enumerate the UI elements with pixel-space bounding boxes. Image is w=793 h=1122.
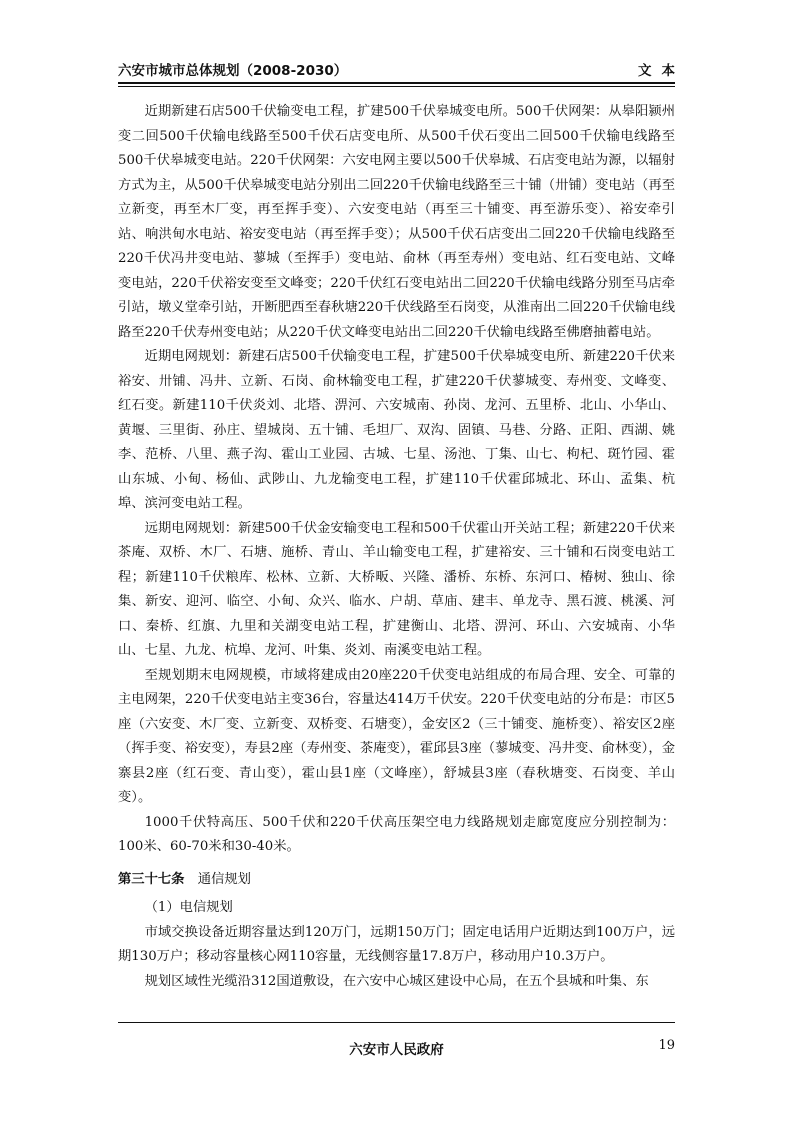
footer-organization: 六安市人民政府 [349,1042,444,1058]
page-number: 19 [658,1038,675,1053]
paragraph-long-term-plan: 远期电网规划：新建500千伏金安输变电工程和500千伏霍山开关站工程；新建220千伏来茶庵、双桥、木厂、石塘、施桥、青山、羊山输变电工程，扩建裕安、三十铺和石岗变电站工程；新建110千伏粮库、松林、立新、大桥畈、兴隆、潘桥、东桥、东河口、椿树、独山、徐集、新安、迎河、临空、小甸、众兴、临水、户胡、草庙、建丰、单龙寺、黑石渡、桃溪、河口、秦桥、红旗、九里和关湖变电站工程，扩建衡山、北塔、淠河、环山、六安城南、小华山、七星、九龙、杭埠、龙河、叶集、炎刘、南溪变电站工程。 [118,520,675,658]
paragraph-fiber-cable: 规划区域性光缆沿312国道敷设，在六安中心城区建设中心局，在五个县城和叶集、东 [144,973,649,989]
article-number: 第三十七条 [118,871,185,887]
paragraph-telecom-capacity: 市域交换设备近期容量达到120万门，远期150万门；固定电话用户近期达到100万户，远期130万户；移动容量核心网110容量，无线侧容量17.8万户，移动用户10.3万户。 [118,924,675,964]
paragraph-grid-scale: 至规划期末电网规模，市域将建成由20座220千伏变电站组成的布局合理、安全、可靠的主电网架，220千伏变电站主变36台，容量达414万千伏安。220千伏变电站的分布是：市区5座（六安变、木厂变、立新变、双桥变、石塘变），金安区2（三十铺变、施桥变）、裕安区2座（挥手变、裕安变），寿县2座（寿州变、茶庵变），霍邱县3座（蓼城变、冯井变、俞林变），金寨县2座（红石变、青山变），霍山县1座（文峰座），舒城县3座（春秋塘变、石岗变、羊山变）。 [118,667,675,805]
document-title: 六安市城市总体规划（2008-2030） [118,63,348,79]
paragraph-near-term-plan: 近期电网规划：新建石店500千伏输变电工程，扩建500千伏皋城变电所、新建220千伏来裕安、卅铺、冯井、立新、石岗、俞林输变电工程，扩建220千伏蓼城变、寿州变、文峰变、红石变。新建110千伏炎刘、北塔、淠河、六安城南、孙岗、龙河、五里桥、北山、小华山、黄堰、三里街、孙庄、望城岗、五十铺、毛坦厂、双沟、固镇、马巷、分路、正阳、西湖、姚李、范桥、八里、燕子沟、霍山工业园、古城、七星、汤池、丁集、山七、枸杞、斑竹园、霍山东城、小甸、杨仙、武陟山、九龙输变电工程，扩建110千伏霍邱城北、环山、孟集、杭埠、滨河变电站工程。 [118,349,675,511]
footer-rule [118,1022,675,1023]
page-header [118,55,685,79]
article-heading [118,864,675,893]
header-rule-thin [118,86,675,87]
paragraph-corridor-width: 1000千伏特高压、500千伏和220千伏高压架空电力线路规划走廊宽度应分别控制为：100米、60-70米和30-40米。 [118,814,675,854]
header-rule-thick [118,82,675,84]
section-label: 文本 [638,63,685,79]
article-title: 通信规划 [197,871,251,887]
subsection-heading: （1）电信规划 [144,900,233,915]
document-body [118,100,675,994]
paragraph-500kv-grid: 近期新建石店500千伏输变电工程，扩建500千伏皋城变电所。500千伏网架：从皋阳颍州变二回500千伏输电线路至500千伏石店变电所、从500千伏石变出二回500千伏输电线路至500千伏皋城变电站。220千伏网架：六安电网主要以500千伏皋城、石店变电站为源，以辐射方式为主，从500千伏皋城变电站分别出二回220千伏输电线路至三十铺（卅铺）变电站（再至立新变，再至木厂变，再至挥手变）、六安变电站（再至三十铺变、再至游乐变）、裕安牵引站、响洪甸水电站、裕安变电站（再至挥手变）；从500千伏石店变出二回220千伏输电线路至220千伏冯井变电站、蓼城（至挥手）变电站、俞林（再至寿州）变电站、红石变电站、文峰变电站，220千伏裕安变至文峰变；220千伏红石变电站出二回220千伏输电线路分别至马店牵引站，墩义堂牵引站，开断肥西至春秋塘220千伏线路至石岗变，从淮南出二回220千伏输电线路至220千伏寿州变电站；从220千伏文峰变电站出二回220千伏输电线路至佛磨抽蓄电站。 [118,104,675,340]
